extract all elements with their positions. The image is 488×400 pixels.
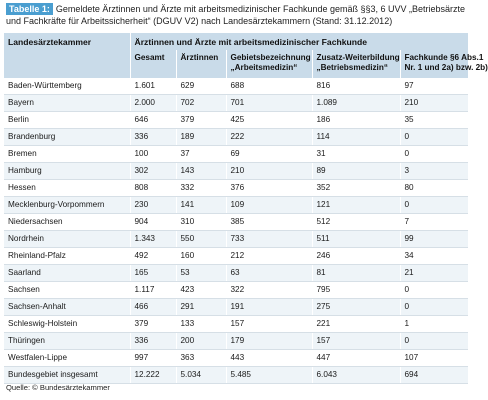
- header-fach-line2: Nr. 1 und 2a) bzw. 2b): [404, 63, 488, 72]
- cell-zusatz-weiterbildung: 186: [312, 112, 400, 129]
- cell-landesaerztekammer: Niedersachsen: [4, 214, 130, 231]
- cell-gesamt: 336: [130, 333, 176, 350]
- cell-gebietsbezeichnung: 701: [226, 95, 312, 112]
- table-row: [4, 112, 468, 129]
- physicians-table: [4, 33, 488, 384]
- cell-zusatz-weiterbildung: 31: [312, 146, 400, 163]
- table-body: [4, 78, 468, 384]
- cell-zusatz-weiterbildung: 157: [312, 333, 400, 350]
- cell-aerztinnen: 363: [176, 350, 226, 367]
- cell-fachkunde: 0: [400, 197, 468, 214]
- cell-gesamt: 1.343: [130, 231, 176, 248]
- cell-gesamt: 12.222: [130, 367, 176, 384]
- cell-zusatz-weiterbildung: 795: [312, 282, 400, 299]
- cell-aerztinnen: 550: [176, 231, 226, 248]
- cell-fachkunde: 1: [400, 316, 468, 333]
- cell-fachkunde: 210: [400, 95, 468, 112]
- cell-aerztinnen: 200: [176, 333, 226, 350]
- cell-gesamt: 165: [130, 265, 176, 282]
- cell-aerztinnen: 133: [176, 316, 226, 333]
- caption-text: Gemeldete Ärztinnen und Ärzte mit arbeitsmedizinischer Fachkunde gemäß §§3, 6 UVV „Betriebsärzte und Fachkräfte für Arbeitssicherheit“ (DGUV V2) nach Landesärztekammern (Stand: 31.12.2012): [6, 4, 466, 26]
- cell-aerztinnen: 379: [176, 112, 226, 129]
- header-gesamt: Gesamt: [130, 50, 176, 78]
- cell-zusatz-weiterbildung: 246: [312, 248, 400, 265]
- cell-fachkunde: 97: [400, 78, 468, 95]
- cell-zusatz-weiterbildung: 121: [312, 197, 400, 214]
- cell-gesamt: 336: [130, 129, 176, 146]
- cell-landesaerztekammer: Thüringen: [4, 333, 130, 350]
- cell-fachkunde: 0: [400, 333, 468, 350]
- cell-zusatz-weiterbildung: 816: [312, 78, 400, 95]
- cell-fachkunde: 3: [400, 163, 468, 180]
- cell-gesamt: 492: [130, 248, 176, 265]
- table-row: [4, 248, 468, 265]
- cell-gebietsbezeichnung: 179: [226, 333, 312, 350]
- cell-aerztinnen: 629: [176, 78, 226, 95]
- cell-gebietsbezeichnung: 222: [226, 129, 312, 146]
- cell-gebietsbezeichnung: 212: [226, 248, 312, 265]
- cell-gebietsbezeichnung: 443: [226, 350, 312, 367]
- table-row: [4, 129, 468, 146]
- cell-aerztinnen: 310: [176, 214, 226, 231]
- cell-gesamt: 808: [130, 180, 176, 197]
- table-row: [4, 265, 468, 282]
- cell-gesamt: 466: [130, 299, 176, 316]
- table-row: [4, 299, 468, 316]
- header-zusatz-line1: Zusatz-Weiterbildung: [316, 53, 400, 62]
- cell-landesaerztekammer: Schleswig-Holstein: [4, 316, 130, 333]
- cell-landesaerztekammer: Brandenburg: [4, 129, 130, 146]
- cell-zusatz-weiterbildung: 6.043: [312, 367, 400, 384]
- table-row: [4, 282, 468, 299]
- table-row: [4, 163, 468, 180]
- cell-landesaerztekammer: Westfalen-Lippe: [4, 350, 130, 367]
- cell-gesamt: 904: [130, 214, 176, 231]
- cell-zusatz-weiterbildung: 275: [312, 299, 400, 316]
- table-row: [4, 231, 468, 248]
- cell-fachkunde: 7: [400, 214, 468, 231]
- table-row: [4, 316, 468, 333]
- cell-zusatz-weiterbildung: 1.089: [312, 95, 400, 112]
- cell-aerztinnen: 37: [176, 146, 226, 163]
- header-aerztinnen: Ärztinnen: [176, 50, 226, 78]
- cell-fachkunde: 107: [400, 350, 468, 367]
- header-zusatz-weiterbildung: [312, 50, 400, 78]
- cell-gebietsbezeichnung: 210: [226, 163, 312, 180]
- cell-aerztinnen: 423: [176, 282, 226, 299]
- cell-gesamt: 379: [130, 316, 176, 333]
- cell-aerztinnen: 141: [176, 197, 226, 214]
- cell-zusatz-weiterbildung: 114: [312, 129, 400, 146]
- cell-aerztinnen: 332: [176, 180, 226, 197]
- header-fach-line1: Fachkunde §6 Abs.1: [404, 53, 484, 62]
- cell-gebietsbezeichnung: 376: [226, 180, 312, 197]
- cell-gesamt: 646: [130, 112, 176, 129]
- cell-aerztinnen: 5.034: [176, 367, 226, 384]
- cell-zusatz-weiterbildung: 81: [312, 265, 400, 282]
- cell-gebietsbezeichnung: 109: [226, 197, 312, 214]
- cell-gebietsbezeichnung: 733: [226, 231, 312, 248]
- table-row: [4, 95, 468, 112]
- cell-landesaerztekammer: Mecklenburg-Vorpommern: [4, 197, 130, 214]
- cell-gesamt: 1.117: [130, 282, 176, 299]
- cell-landesaerztekammer: Nordrhein: [4, 231, 130, 248]
- cell-gesamt: 302: [130, 163, 176, 180]
- cell-gesamt: 100: [130, 146, 176, 163]
- cell-gebietsbezeichnung: 63: [226, 265, 312, 282]
- cell-fachkunde: 80: [400, 180, 468, 197]
- cell-fachkunde: 0: [400, 146, 468, 163]
- cell-fachkunde: 21: [400, 265, 468, 282]
- cell-zusatz-weiterbildung: 352: [312, 180, 400, 197]
- cell-landesaerztekammer: Hessen: [4, 180, 130, 197]
- cell-landesaerztekammer: Sachsen: [4, 282, 130, 299]
- cell-gebietsbezeichnung: 425: [226, 112, 312, 129]
- cell-landesaerztekammer: Berlin: [4, 112, 130, 129]
- header-fachkunde: [400, 50, 488, 78]
- cell-gebietsbezeichnung: 322: [226, 282, 312, 299]
- table-row-total: [4, 367, 468, 384]
- header-gebiet-line1: Gebietsbezeichnung: [230, 53, 311, 62]
- cell-aerztinnen: 189: [176, 129, 226, 146]
- cell-landesaerztekammer: Rheinland-Pfalz: [4, 248, 130, 265]
- cell-zusatz-weiterbildung: 221: [312, 316, 400, 333]
- cell-gebietsbezeichnung: 69: [226, 146, 312, 163]
- header-row-columns: [4, 50, 468, 78]
- cell-fachkunde: 34: [400, 248, 468, 265]
- table-row: [4, 78, 468, 95]
- table-row: [4, 197, 468, 214]
- cell-fachkunde: 99: [400, 231, 468, 248]
- table-row: [4, 180, 468, 197]
- cell-zusatz-weiterbildung: 511: [312, 231, 400, 248]
- cell-landesaerztekammer: Bremen: [4, 146, 130, 163]
- source-note: Quelle: © Bundesärztekammer: [6, 383, 110, 392]
- header-fachkunde-group: Ärztinnen und Ärzte mit arbeitsmedizinischer Fachkunde: [130, 33, 468, 50]
- cell-landesaerztekammer: Bayern: [4, 95, 130, 112]
- cell-gesamt: 1.601: [130, 78, 176, 95]
- cell-gebietsbezeichnung: 688: [226, 78, 312, 95]
- header-zusatz-line2: „Betriebsmedizin“: [316, 63, 388, 72]
- cell-landesaerztekammer: Bundesgebiet insgesamt: [4, 367, 130, 384]
- cell-gebietsbezeichnung: 191: [226, 299, 312, 316]
- cell-zusatz-weiterbildung: 447: [312, 350, 400, 367]
- header-row-group: [4, 33, 468, 50]
- cell-gesamt: 2.000: [130, 95, 176, 112]
- cell-landesaerztekammer: Sachsen-Anhalt: [4, 299, 130, 316]
- table-row: [4, 214, 468, 231]
- cell-zusatz-weiterbildung: 512: [312, 214, 400, 231]
- cell-gebietsbezeichnung: 385: [226, 214, 312, 231]
- cell-aerztinnen: 53: [176, 265, 226, 282]
- cell-gebietsbezeichnung: 157: [226, 316, 312, 333]
- cell-zusatz-weiterbildung: 89: [312, 163, 400, 180]
- cell-landesaerztekammer: Saarland: [4, 265, 130, 282]
- cell-aerztinnen: 702: [176, 95, 226, 112]
- table-row: [4, 146, 468, 163]
- header-blank: [4, 50, 130, 78]
- cell-landesaerztekammer: Hamburg: [4, 163, 130, 180]
- header-gebiet-line2: „Arbeitsmedizin“: [230, 63, 298, 72]
- cell-aerztinnen: 143: [176, 163, 226, 180]
- header-landesaerztekammer: Landesärztekammer: [4, 33, 130, 50]
- cell-gebietsbezeichnung: 5.485: [226, 367, 312, 384]
- cell-aerztinnen: 291: [176, 299, 226, 316]
- cell-fachkunde: 0: [400, 282, 468, 299]
- table-caption: [6, 3, 468, 27]
- caption-label: Tabelle 1:: [6, 3, 53, 15]
- header-gebietsbezeichnung: [226, 50, 312, 78]
- cell-fachkunde: 0: [400, 299, 468, 316]
- cell-gesamt: 230: [130, 197, 176, 214]
- cell-aerztinnen: 160: [176, 248, 226, 265]
- cell-landesaerztekammer: Baden-Württemberg: [4, 78, 130, 95]
- table-row: [4, 333, 468, 350]
- table-row: [4, 350, 468, 367]
- cell-fachkunde: 0: [400, 129, 468, 146]
- cell-gesamt: 997: [130, 350, 176, 367]
- cell-fachkunde: 35: [400, 112, 468, 129]
- cell-fachkunde: 694: [400, 367, 468, 384]
